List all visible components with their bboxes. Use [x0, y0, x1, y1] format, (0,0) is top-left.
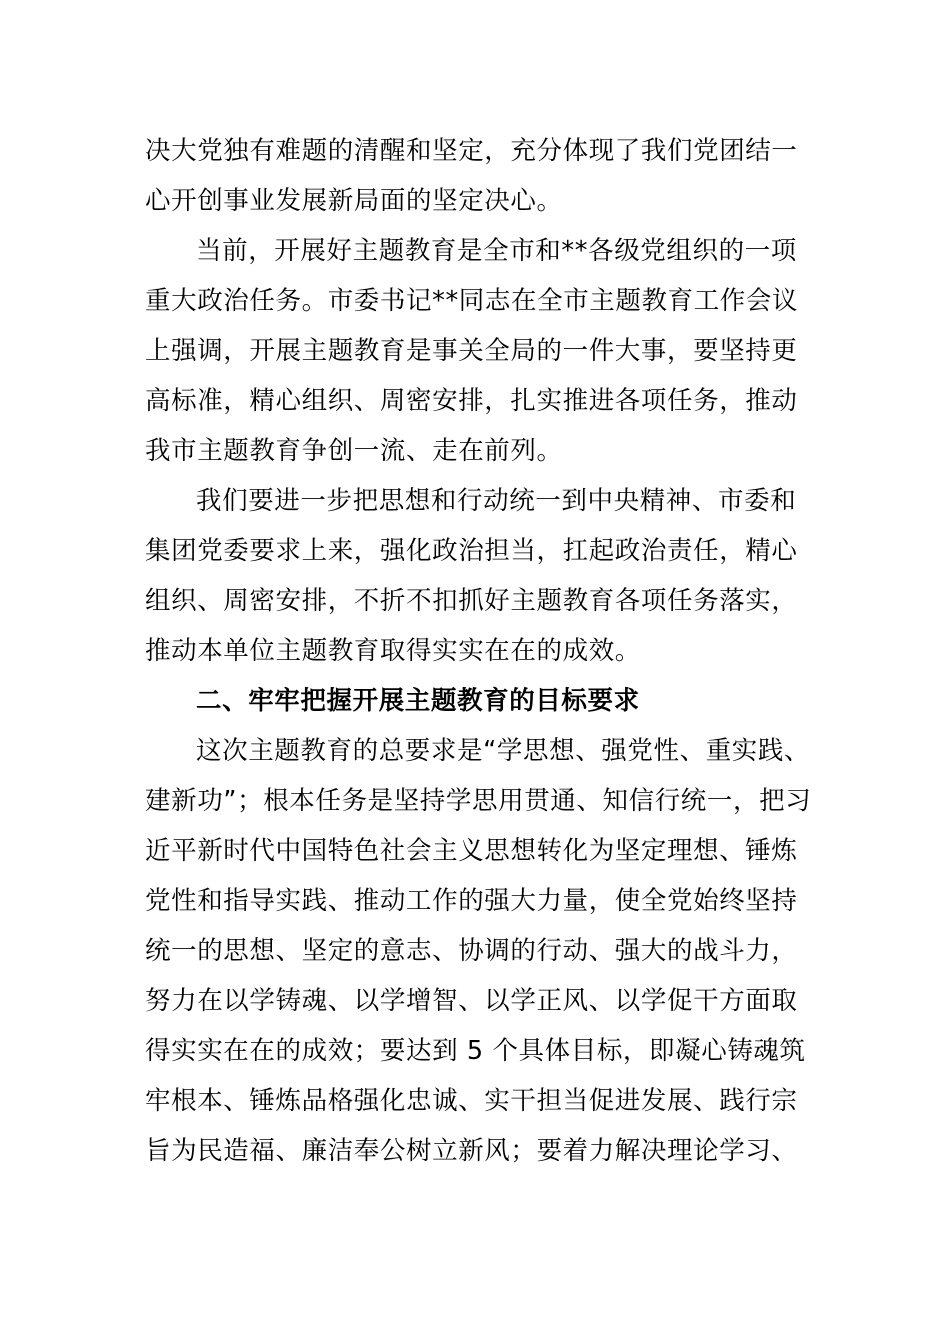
text-line: 建新功”；根本任务是坚持学思用贯通、知信行统一，把习 — [145, 786, 812, 816]
section-heading: 二、牢牢把握开展主题教育的目标要求 — [196, 686, 640, 716]
text-line: 近平新时代中国特色社会主义思想转化为坚定理想、锤炼 — [145, 836, 798, 866]
text-line: 努力在以学铸魂、以学增智、以学正风、以学促干方面取 — [145, 986, 798, 1016]
text-line: 组织、周密安排，不折不扣抓好主题教育各项任务落实， — [145, 586, 798, 616]
text-line: 高标准，精心组织、周密安排，扎实推进各项任务，推动 — [145, 386, 798, 416]
paragraph-first-line: 当前，开展好主题教育是全市和**各级党组织的一项 — [196, 236, 797, 266]
document-body — [145, 126, 812, 1176]
text-line: 旨为民造福、廉洁奉公树立新风；要着力解决理论学习、 — [145, 1136, 798, 1166]
text-line: 统一的思想、坚定的意志、协调的行动、强大的战斗力， — [145, 936, 798, 966]
text-line: 我市主题教育争创一流、走在前列。 — [145, 436, 563, 466]
text-line: 决大党独有难题的清醒和坚定，充分体现了我们党团结一 — [145, 136, 798, 166]
text-line: 得实实在在的成效；要达到 5 个具体目标，即凝心铸魂筑 — [145, 1036, 806, 1066]
text-line: 党性和指导实践、推动工作的强大力量，使全党始终坚持 — [145, 886, 798, 916]
text-line: 心开创事业发展新局面的坚定决心。 — [145, 186, 563, 216]
text-line: 牢根本、锤炼品格强化忠诚、实干担当促进发展、践行宗 — [145, 1086, 798, 1116]
text-line: 上强调，开展主题教育是事关全局的一件大事，要坚持更 — [145, 336, 798, 366]
text-line: 推动本单位主题教育取得实实在在的成效。 — [145, 636, 641, 666]
paragraph-first-line: 我们要进一步把思想和行动统一到中央精神、市委和 — [196, 486, 797, 516]
text-line: 重大政治任务。市委书记**同志在全市主题教育工作会议 — [145, 286, 799, 316]
text-line: 集团党委要求上来，强化政治担当，扛起政治责任，精心 — [145, 536, 798, 566]
paragraph-first-line: 这次主题教育的总要求是“学思想、强党性、重实践、 — [196, 736, 811, 766]
